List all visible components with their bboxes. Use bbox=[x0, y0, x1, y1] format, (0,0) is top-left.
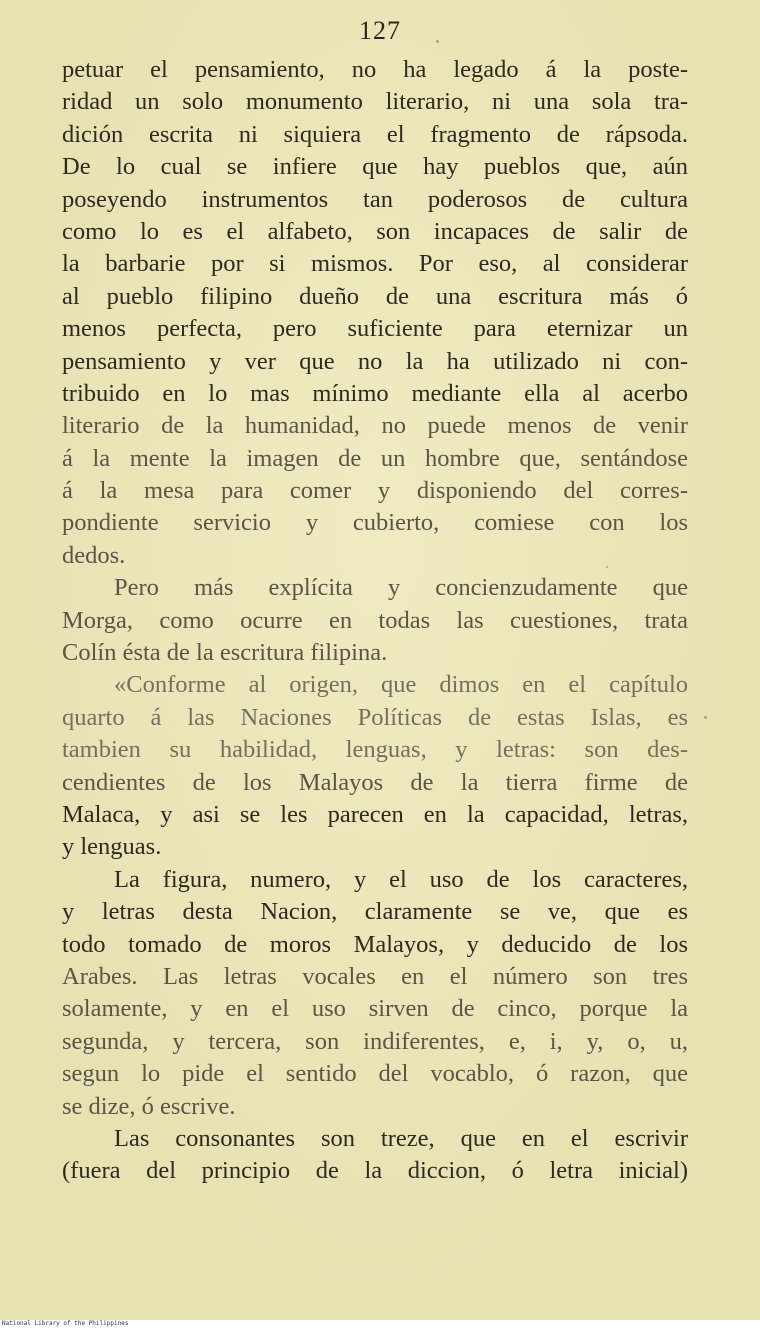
paper-speck bbox=[704, 716, 707, 719]
text-line: como lo es el alfabeto, son incapaces de salir de bbox=[62, 217, 688, 245]
text-line: ridad un solo monumento literario, ni una sola tra- bbox=[62, 88, 688, 116]
library-credit: National Library of the Philippines bbox=[2, 1320, 129, 1327]
text-line: tambien su habilidad, lenguas, y letras: son des- bbox=[62, 736, 688, 764]
text-line: literario de la humanidad, no puede menos de venir bbox=[62, 412, 688, 440]
text-line: y lenguas. bbox=[62, 833, 162, 861]
paper-speck bbox=[436, 40, 439, 43]
text-line: á la mesa para comer y disponiendo del corres- bbox=[62, 477, 688, 505]
text-line: dición escrita ni siquiera el fragmento de rápsoda. bbox=[62, 120, 688, 148]
text-line: La figura, numero, y el uso de los caracteres, bbox=[114, 865, 688, 893]
text-line: poseyendo instrumentos tan poderosos de cultura bbox=[62, 185, 688, 213]
text-line: á la mente la imagen de un hombre que, sentándose bbox=[62, 444, 688, 472]
text-line: dedos. bbox=[62, 541, 126, 569]
page-number: 127 bbox=[359, 16, 401, 45]
text-line: quarto á las Naciones Políticas de estas Islas, es bbox=[62, 703, 688, 731]
paper-speck bbox=[606, 566, 608, 568]
text-line: pensamiento y ver que no la ha utilizado ni con- bbox=[62, 347, 688, 375]
text-line: cendientes de los Malayos de la tierra firme de bbox=[62, 768, 688, 796]
text-line: Morga, como ocurre en todas las cuestiones, trata bbox=[62, 606, 688, 634]
text-line: segunda, y tercera, son indiferentes, e, i, y, o, u, bbox=[62, 1027, 688, 1055]
text-line: pondiente servicio y cubierto, comiese con los bbox=[62, 509, 688, 537]
text-line: De lo cual se infiere que hay pueblos que, aún bbox=[62, 153, 688, 181]
text-line: Colín ésta de la escritura filipina. bbox=[62, 639, 388, 667]
text-line: al pueblo filipino dueño de una escritura más ó bbox=[62, 282, 688, 310]
text-line: «Conforme al origen, que dimos en el capítulo bbox=[114, 671, 688, 699]
text-line: Las consonantes son treze, que en el escrivir bbox=[114, 1124, 688, 1152]
text-line: todo tomado de moros Malayos, y deducido de los bbox=[62, 930, 688, 958]
text-line: tribuido en lo mas mínimo mediante ella al acerbo bbox=[62, 379, 688, 407]
text-line: (fuera del principio de la diccion, ó letra inicial) bbox=[62, 1157, 688, 1185]
text-line: la barbarie por si mismos. Por eso, al considerar bbox=[62, 250, 688, 278]
text-line: se dize, ó escrive. bbox=[62, 1092, 236, 1120]
body-text bbox=[62, 54, 688, 1188]
text-line: Arabes. Las letras vocales en el número son tres bbox=[62, 962, 688, 990]
text-line: petuar el pensamiento, no ha legado á la poste- bbox=[62, 56, 688, 83]
text-line: Malaca, y asi se les parecen en la capacidad, letras, bbox=[62, 800, 688, 828]
text-line: segun lo pide el sentido del vocablo, ó razon, que bbox=[62, 1060, 688, 1088]
text-line: y letras desta Nacion, claramente se ve, que es bbox=[62, 898, 688, 926]
text-line: solamente, y en el uso sirven de cinco, porque la bbox=[62, 995, 688, 1023]
text-line: menos perfecta, pero suficiente para eternizar un bbox=[62, 315, 688, 343]
text-line: Pero más explícita y concienzudamente que bbox=[114, 574, 688, 602]
